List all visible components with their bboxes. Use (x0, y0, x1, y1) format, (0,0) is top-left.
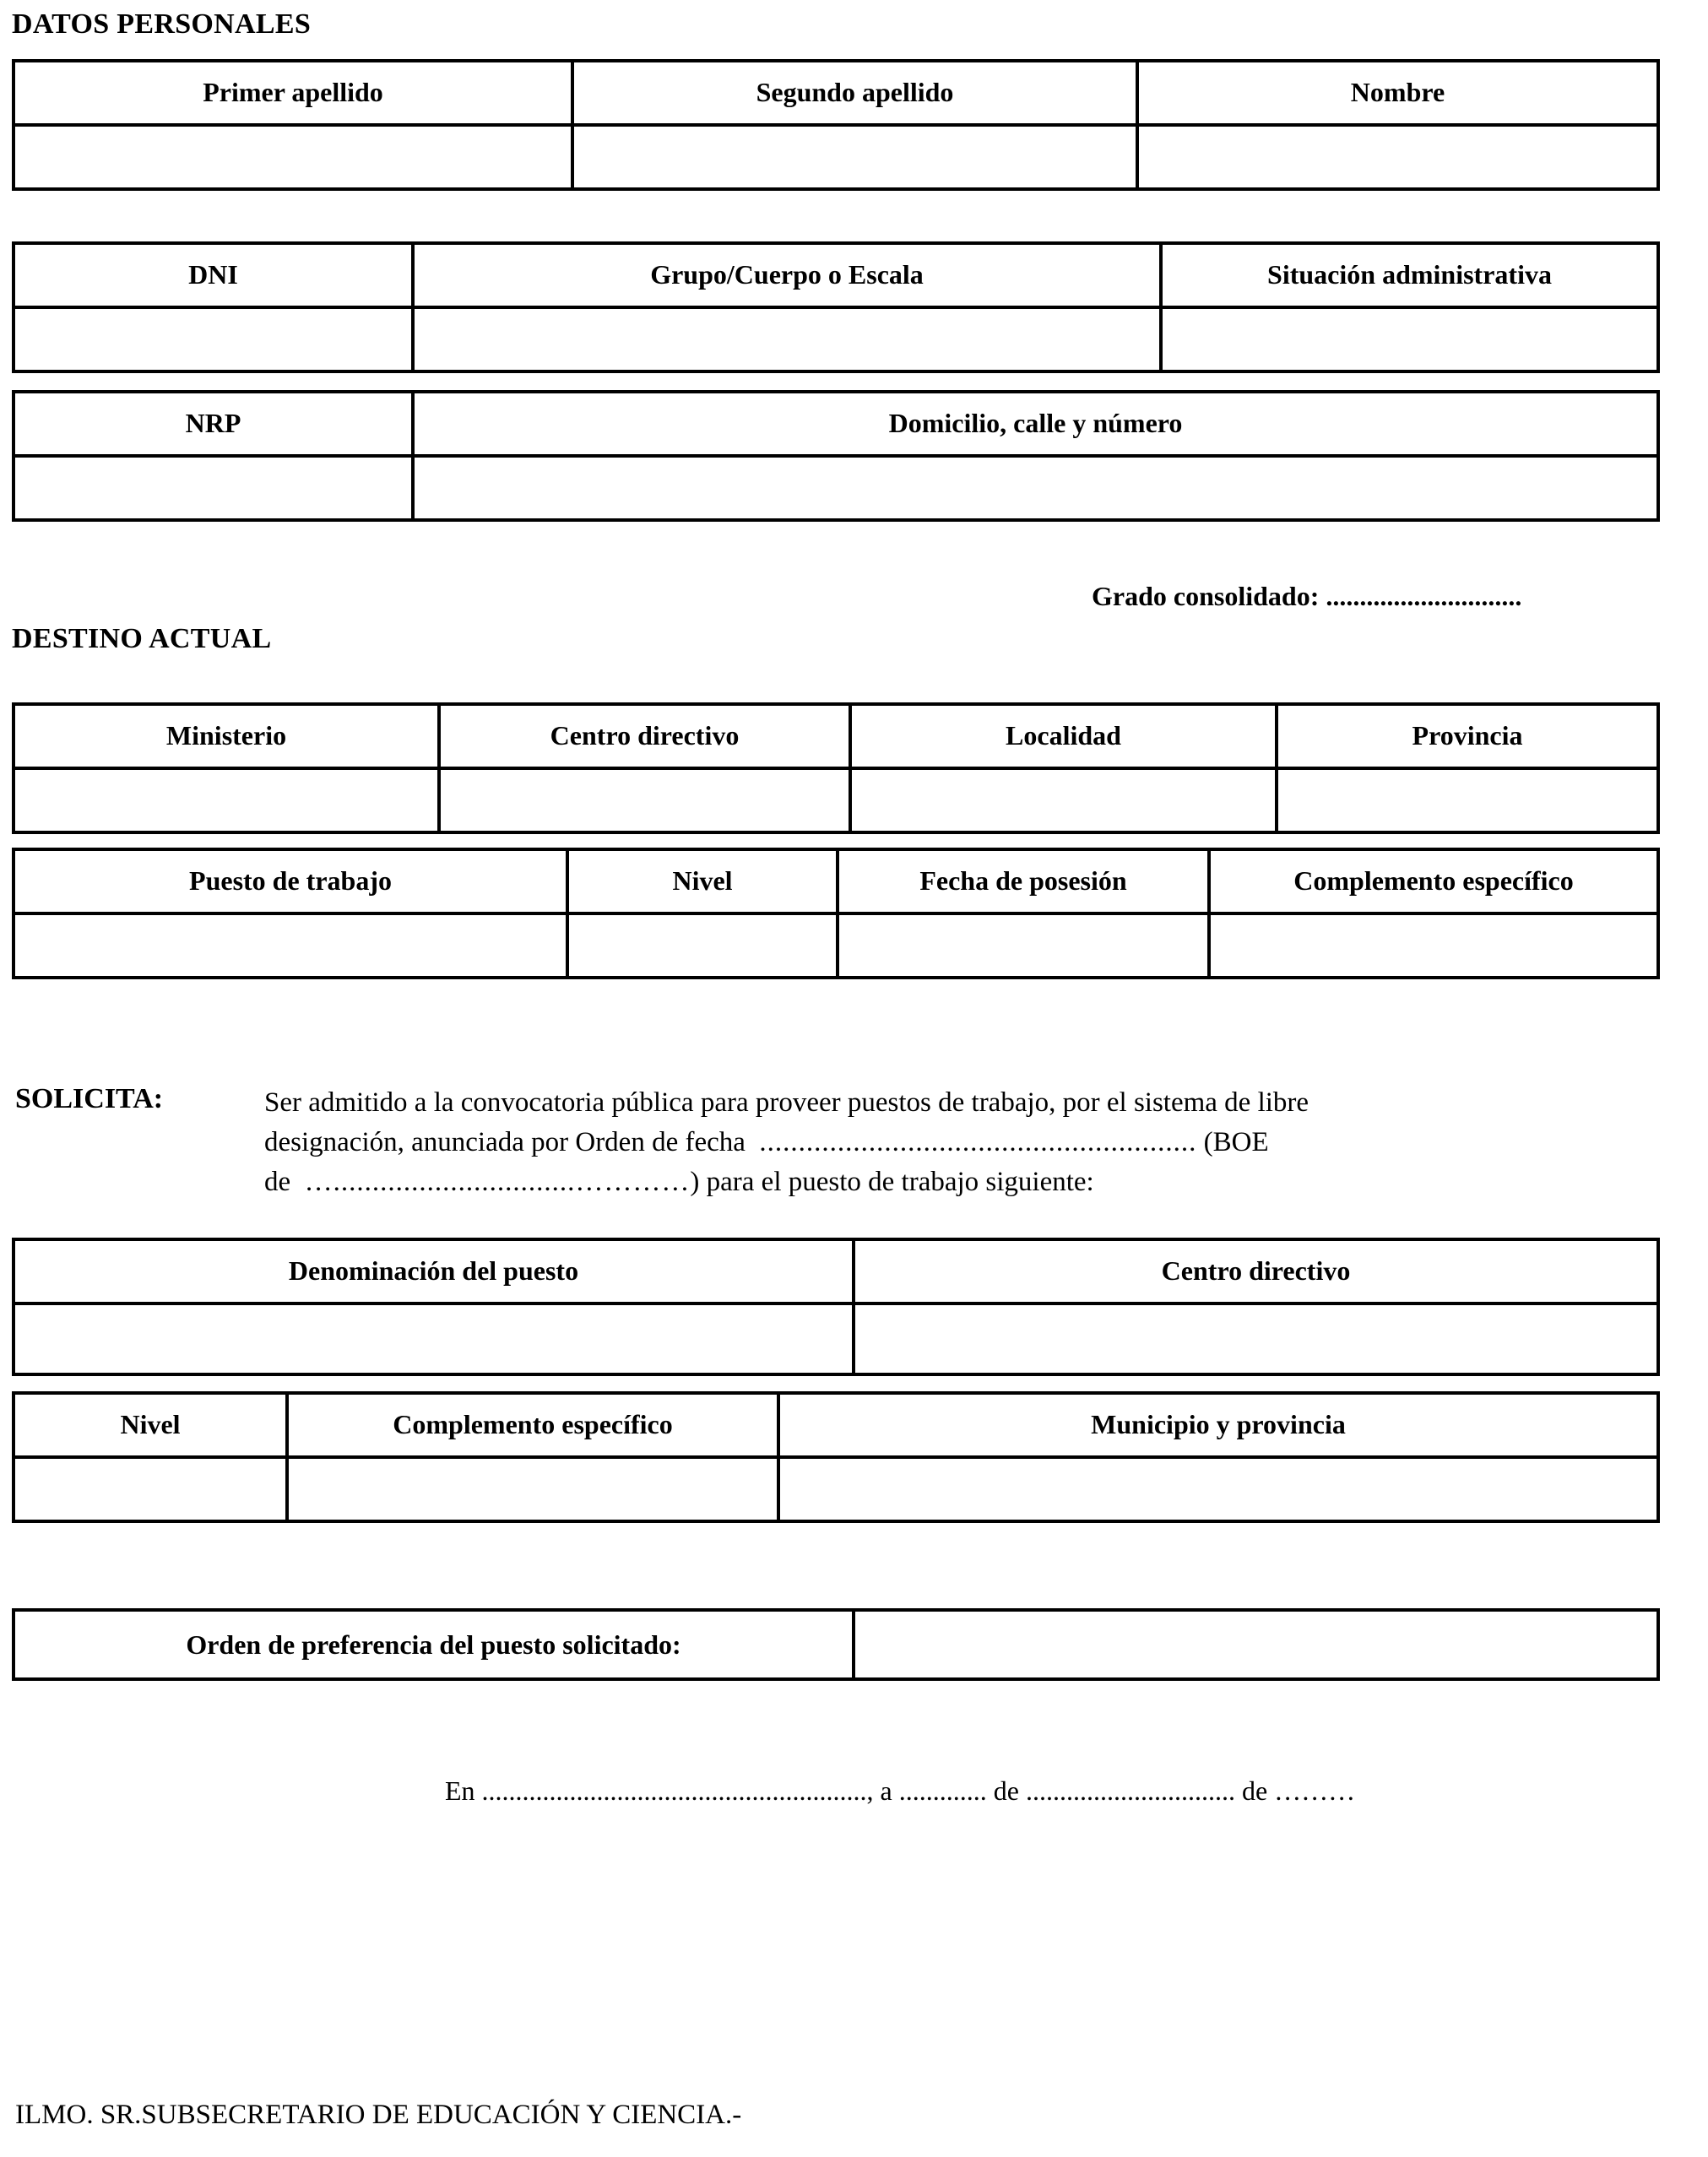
header-centro-directivo-actual: Centro directivo (439, 704, 850, 768)
input-fecha-posesion[interactable] (838, 913, 1209, 978)
header-segundo-apellido: Segundo apellido (572, 61, 1137, 125)
table-row-apellidos-headers (14, 61, 1658, 125)
input-dni[interactable] (14, 307, 413, 371)
input-municipio-y-provincia[interactable] (778, 1457, 1658, 1521)
table-row-apellidos-inputs (14, 125, 1658, 189)
table-destino-ministerio (12, 702, 1660, 834)
de-mes-label: de (993, 1775, 1019, 1806)
label-orden-preferencia: Orden de preferencia del puesto solicitado: (14, 1610, 854, 1679)
solicita-line-2 (264, 1123, 1657, 1163)
input-nivel-actual[interactable] (567, 913, 838, 978)
input-provincia[interactable] (1277, 768, 1658, 832)
input-orden-preferencia[interactable] (854, 1610, 1658, 1679)
de-mes-dots[interactable]: ............................... (1025, 1775, 1235, 1806)
header-nivel-solicitado: Nivel (14, 1393, 287, 1457)
grado-consolidado-label: Grado consolidado: (1092, 581, 1320, 611)
header-ministerio: Ministerio (14, 704, 439, 768)
input-localidad[interactable] (850, 768, 1277, 832)
a-label: a (880, 1775, 892, 1806)
a-dots[interactable]: ............. (898, 1775, 987, 1806)
table-row-dni-inputs (14, 307, 1658, 371)
table-dni-grupo-situacion (12, 241, 1660, 373)
header-denominacion-del-puesto: Denominación del puesto (14, 1239, 854, 1303)
input-denominacion-del-puesto[interactable] (14, 1303, 854, 1374)
header-puesto-de-trabajo: Puesto de trabajo (14, 849, 567, 913)
table-destino-puesto (12, 848, 1660, 979)
input-nombre[interactable] (1137, 125, 1658, 189)
header-primer-apellido: Primer apellido (14, 61, 572, 125)
solicita-label: SOLICITA: (15, 1083, 164, 1114)
input-centro-directivo-solicitado[interactable] (854, 1303, 1658, 1374)
section-heading-datos-personales: DATOS PERSONALES (12, 8, 312, 40)
en-label: En (445, 1775, 475, 1806)
header-nivel-actual: Nivel (567, 849, 838, 913)
header-domicilio: Domicilio, calle y número (413, 392, 1658, 456)
input-situacion-administrativa[interactable] (1161, 307, 1658, 371)
solicita-line2-text: designación, anunciada por Orden de fecha (264, 1126, 746, 1157)
header-dni: DNI (14, 243, 413, 307)
solicita-line3-de: de (264, 1166, 291, 1197)
table-row-puesto-headers (14, 849, 1658, 913)
table-row-orden-preferencia (14, 1610, 1658, 1679)
header-situacion-administrativa: Situación administrativa (1161, 243, 1658, 307)
solicita-line-3 (264, 1163, 1657, 1202)
header-nombre: Nombre (1137, 61, 1658, 125)
table-row-destino-headers (14, 704, 1658, 768)
input-nrp[interactable] (14, 456, 413, 520)
table-row-nrp-inputs (14, 456, 1658, 520)
table-puesto-solicitado-nivel (12, 1391, 1660, 1523)
table-row-destino-inputs (14, 768, 1658, 832)
input-complemento-especifico-actual[interactable] (1209, 913, 1658, 978)
solicita-line3-tail: ) para el puesto de trabajo siguiente: (690, 1166, 1094, 1197)
table-datos-personales (12, 59, 1660, 191)
grado-consolidado-dots[interactable]: ............................. (1326, 581, 1522, 611)
input-centro-directivo-actual[interactable] (439, 768, 850, 832)
header-municipio-y-provincia: Municipio y provincia (778, 1393, 1658, 1457)
header-fecha-posesion: Fecha de posesión (838, 849, 1209, 913)
header-grupo-cuerpo-escala: Grupo/Cuerpo o Escala (413, 243, 1161, 307)
header-centro-directivo-solicitado: Centro directivo (854, 1239, 1658, 1303)
header-complemento-especifico-actual: Complemento específico (1209, 849, 1658, 913)
table-orden-preferencia (12, 1608, 1660, 1681)
table-row-nivel-headers (14, 1393, 1658, 1457)
solicita-line-1: Ser admitido a la convocatoria pública para proveer puestos de trabajo, por el sistema de libre (264, 1087, 1309, 1118)
solicita-orden-fecha-dots[interactable]: ........................................................ (759, 1126, 1197, 1157)
table-row-nrp-headers (14, 392, 1658, 456)
header-nrp: NRP (14, 392, 413, 456)
input-puesto-de-trabajo[interactable] (14, 913, 567, 978)
en-dots[interactable]: ........................................................., (481, 1775, 874, 1806)
header-localidad: Localidad (850, 704, 1277, 768)
header-provincia: Provincia (1277, 704, 1658, 768)
input-primer-apellido[interactable] (14, 125, 572, 189)
table-row-dni-headers (14, 243, 1658, 307)
table-puesto-solicitado-denominacion (12, 1238, 1660, 1376)
de-anio-label: de (1241, 1775, 1268, 1806)
table-row-denominacion-inputs (14, 1303, 1658, 1374)
input-complemento-especifico-solicitado[interactable] (287, 1457, 778, 1521)
lugar-y-fecha-line (445, 1775, 1355, 1807)
section-heading-destino-actual: DESTINO ACTUAL (12, 623, 272, 654)
table-row-denominacion-headers (14, 1239, 1658, 1303)
table-nrp-domicilio (12, 390, 1660, 522)
input-nivel-solicitado[interactable] (14, 1457, 287, 1521)
solicita-boe-fecha-dots[interactable]: …...............................………… (304, 1166, 691, 1197)
solicita-line2-boe: (BOE (1203, 1126, 1269, 1157)
input-segundo-apellido[interactable] (572, 125, 1137, 189)
destinatario-line: ILMO. SR.SUBSECRETARIO DE EDUCACIÓN Y CIENCIA.- (15, 2100, 742, 2130)
header-complemento-especifico-solicitado: Complemento específico (287, 1393, 778, 1457)
input-grupo-cuerpo-escala[interactable] (413, 307, 1161, 371)
solicita-body (264, 1083, 1657, 1202)
table-row-nivel-inputs (14, 1457, 1658, 1521)
input-domicilio[interactable] (413, 456, 1658, 520)
de-anio-dots[interactable]: ……… (1274, 1775, 1356, 1806)
input-ministerio[interactable] (14, 768, 439, 832)
grado-consolidado-line (1092, 581, 1521, 612)
table-row-puesto-inputs (14, 913, 1658, 978)
